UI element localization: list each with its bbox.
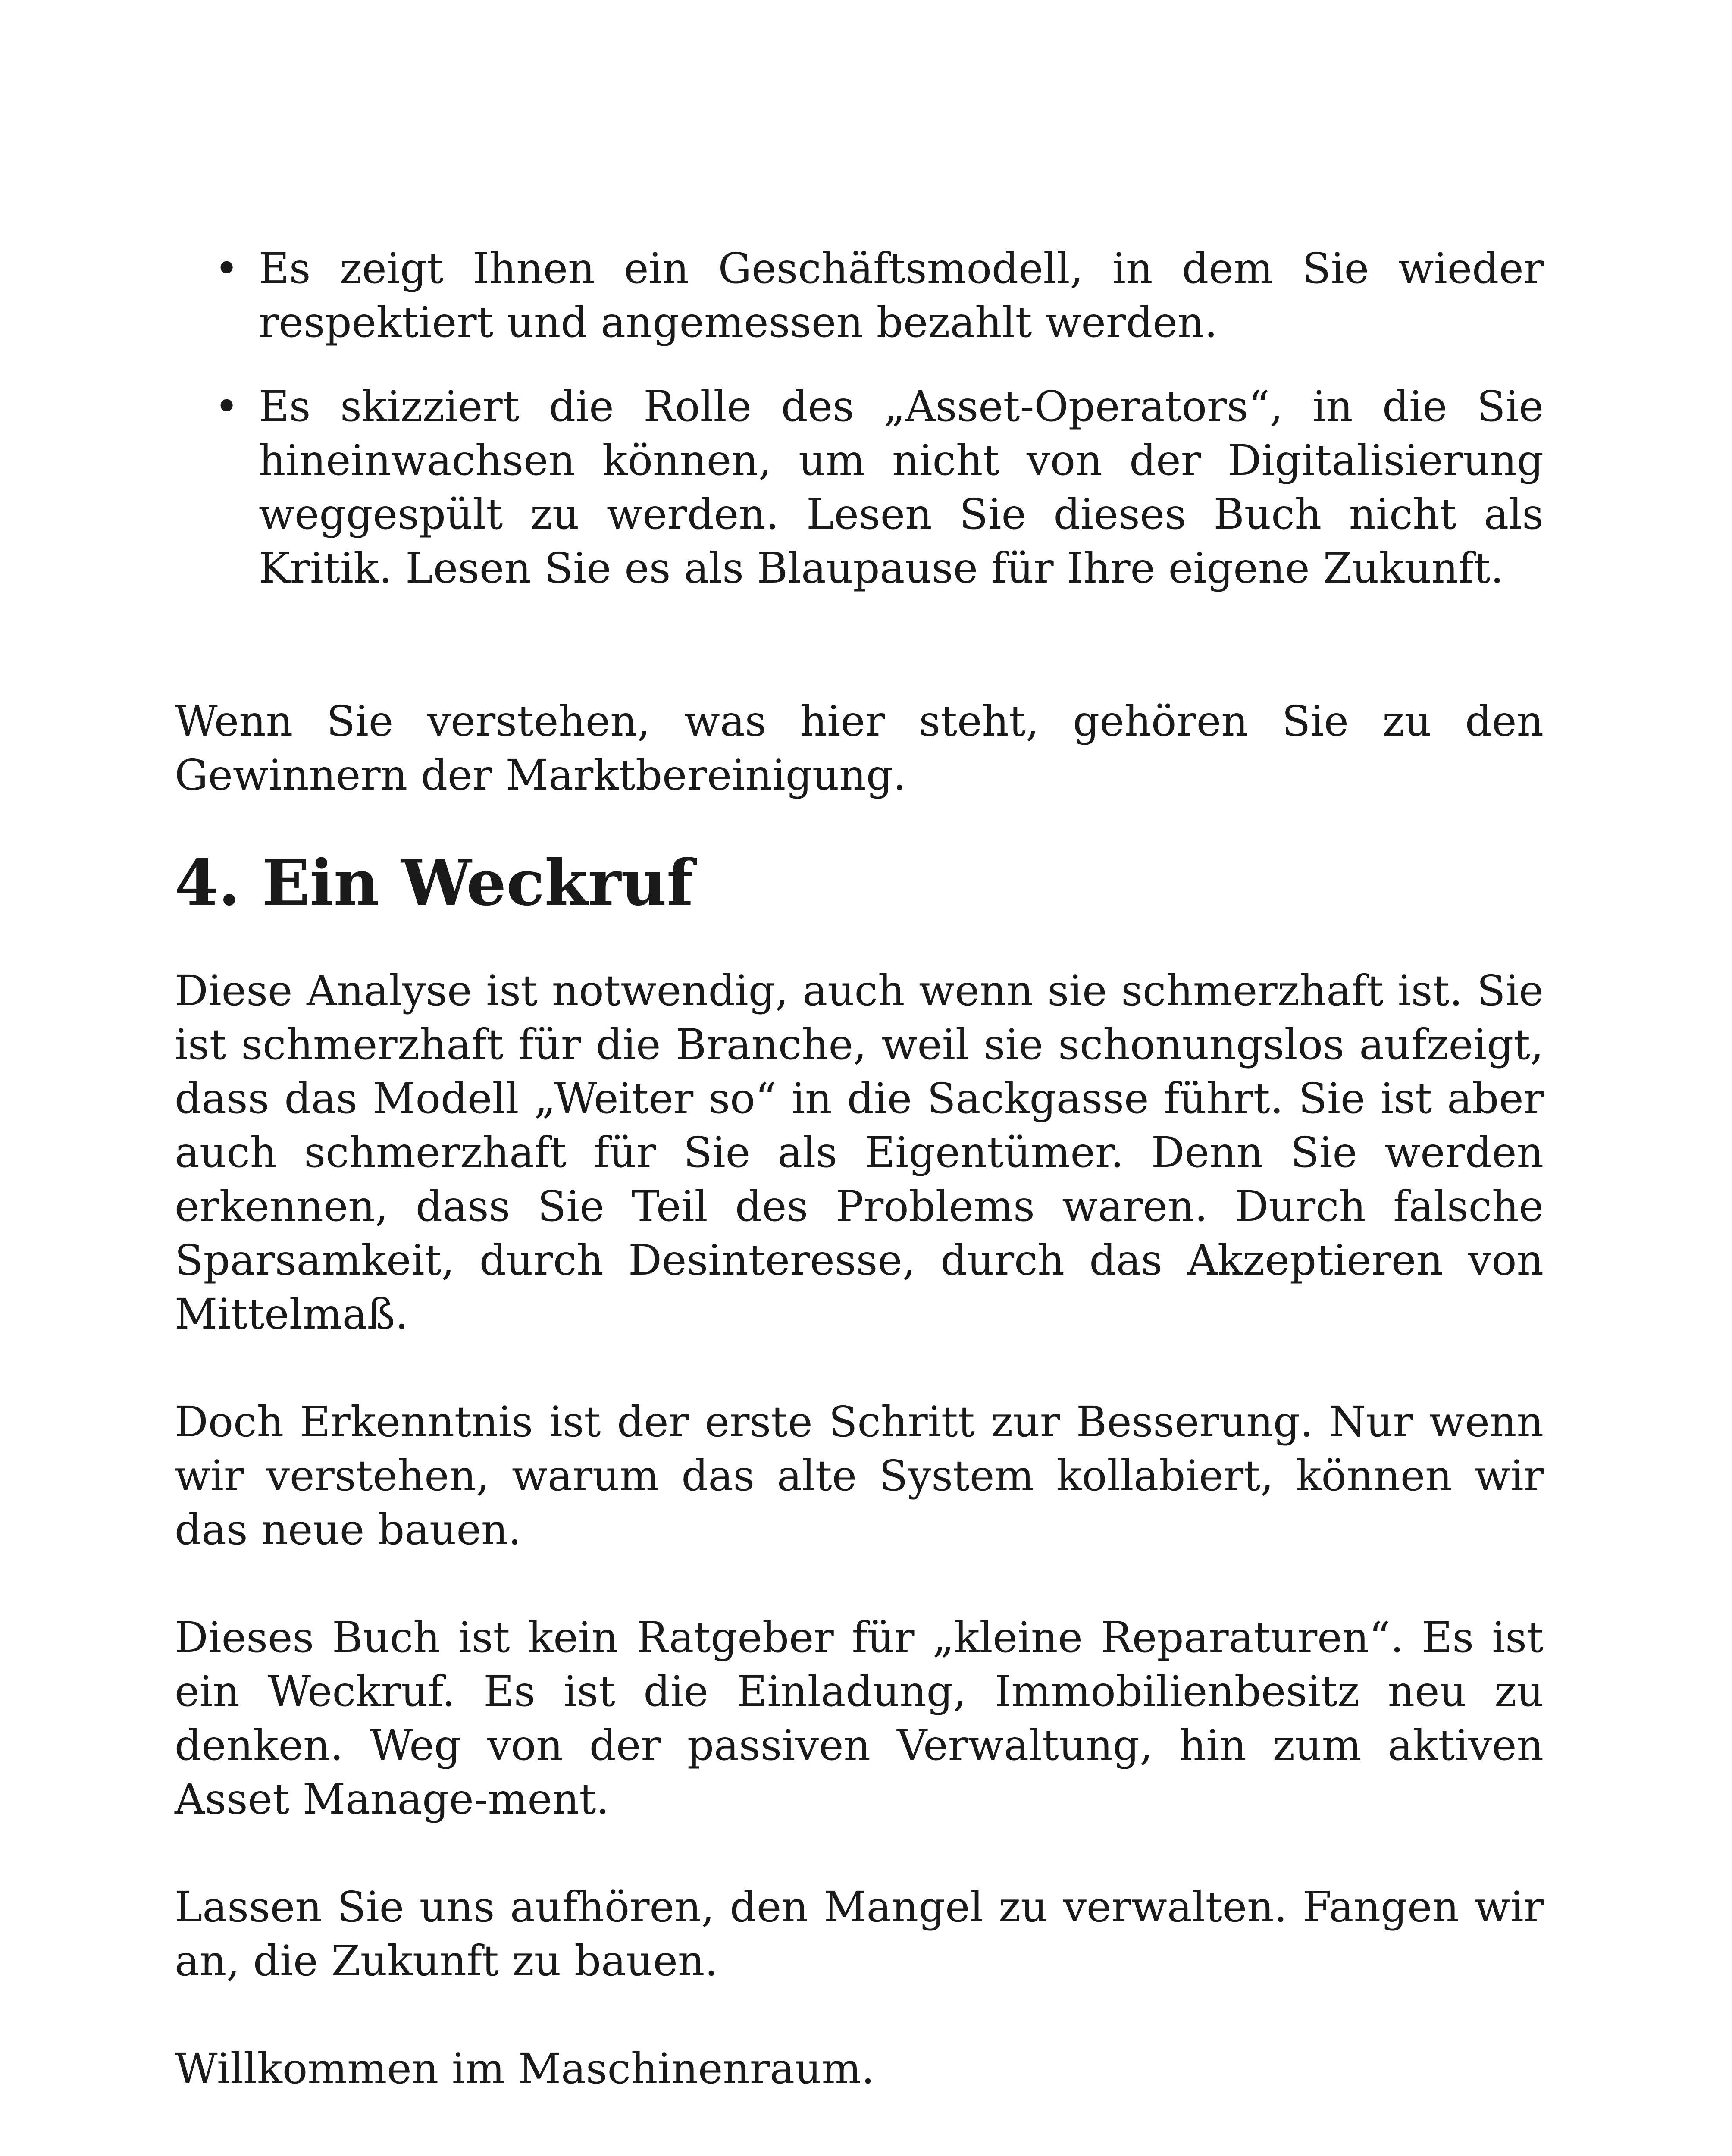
list-item <box>175 241 1544 349</box>
bullet-icon: • <box>214 244 239 293</box>
bullet-icon: • <box>214 382 239 431</box>
paragraph: Dieses Buch ist kein Ratgeber für „kleine Reparaturen“. Es ist ein Weckruf. Es ist die Einladung, Immobilienbesitz neu zu denken. Weg von der passiven Verwaltung, hin zum aktiven Asset Manage-ment. <box>175 1613 1544 1824</box>
closing-line: Willkommen im Maschinenraum. <box>175 2044 875 2093</box>
section-heading: 4. Ein Weckruf <box>175 846 694 920</box>
paragraph: Doch Erkenntnis ist der erste Schritt zur Besserung. Nur wenn wir verstehen, warum das alte System kollabiert, können wir das neue bauen. <box>175 1398 1544 1554</box>
list-item <box>175 379 1544 595</box>
paragraph: Diese Analyse ist notwendig, auch wenn sie schmerzhaft ist. Sie ist schmerzhaft für die Branche, weil sie schonungslos aufzeigt, dass das Modell „Weiter so“ in die Sackgasse führt. Sie ist aber auch schmerzhaft für Sie als Eigentümer. Denn Sie werden erkennen, dass Sie Teil des Problems waren. Durch falsche Sparsamkeit, durch Desinteresse, durch das Akzeptieren von Mittelmaß. <box>175 966 1544 1338</box>
page-body <box>175 241 1544 2150</box>
bullet-text: Es skizziert die Rolle des „Asset-Operators“, in die Sie hineinwachsen können, um nicht von der Digitalisierung weggespült zu werden. Lesen Sie dieses Buch nicht als Kritik. Lesen Sie es als Blaupause für Ihre eigene Zukunft. <box>259 382 1544 592</box>
bullet-list <box>175 241 1544 595</box>
bullet-text: Es zeigt Ihnen ein Geschäftsmodell, in dem Sie wieder respektiert und angemessen bezahlt werden. <box>259 244 1544 347</box>
intro-paragraph: Wenn Sie verstehen, was hier steht, gehören Sie zu den Gewinnern der Marktbereinigung. <box>175 697 1544 799</box>
paragraph: Lassen Sie uns aufhören, den Mangel zu verwalten. Fangen wir an, die Zukunft zu bauen. <box>175 1883 1544 1985</box>
